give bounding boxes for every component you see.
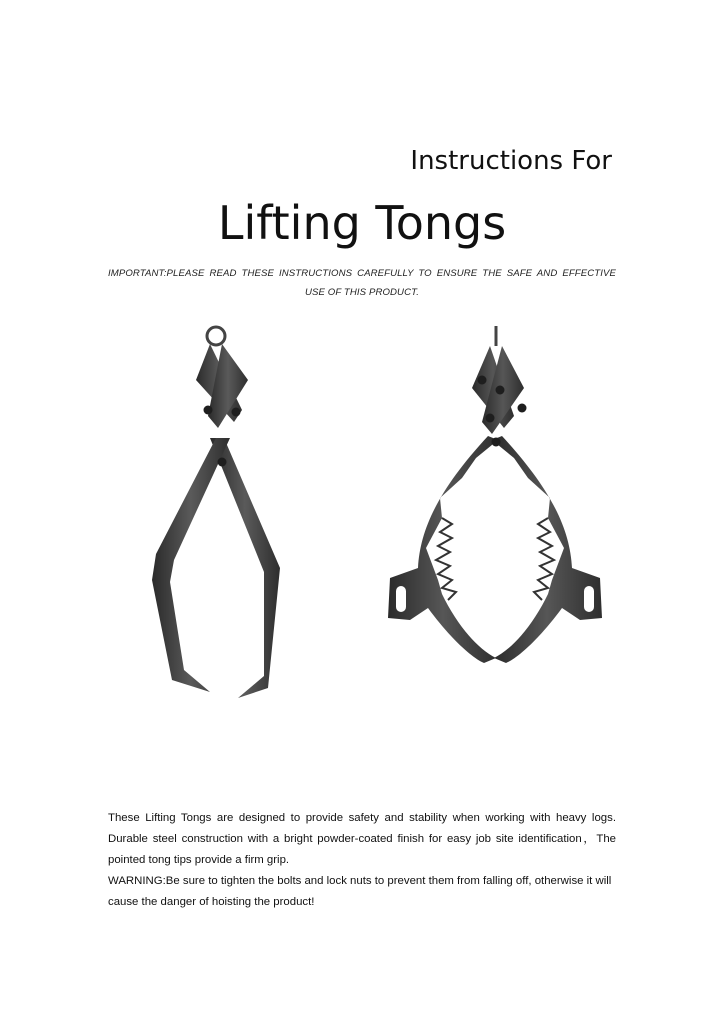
description-paragraph: These Lifting Tongs are designed to provide safety and stability when working with heavy logs. Durable steel construction with a bright powder-coated finish for easy job site identification，The pointed tong tips provide a firm grip. — [108, 812, 616, 866]
important-notice: IMPORTANT:PLEASE READ THESE INSTRUCTIONS CAREFULLY TO ENSURE THE SAFE AND EFFECTIVE USE OF THIS PRODUCT. — [108, 268, 616, 298]
subtitle: Instructions For — [410, 146, 612, 176]
page-title: Lifting Tongs — [217, 196, 507, 250]
plain-lifting-tongs-illustration — [130, 318, 310, 708]
handle-slot — [584, 586, 594, 612]
body-text — [108, 808, 616, 913]
handle-slot — [396, 586, 406, 612]
bolt — [486, 414, 495, 423]
warning-paragraph: WARNING:Be sure to tighten the bolts and lock nuts to prevent them from falling off, otherwise it will cause the danger of hoisting the product! — [108, 875, 612, 908]
lifting-ring — [207, 327, 225, 345]
bolt — [518, 404, 527, 413]
bolt — [478, 376, 487, 385]
bolt — [492, 438, 501, 447]
bolt — [496, 386, 505, 395]
serrated-log-tongs-illustration — [380, 318, 610, 688]
bolt — [204, 406, 213, 415]
bolt — [218, 458, 227, 467]
bolt — [232, 408, 241, 417]
